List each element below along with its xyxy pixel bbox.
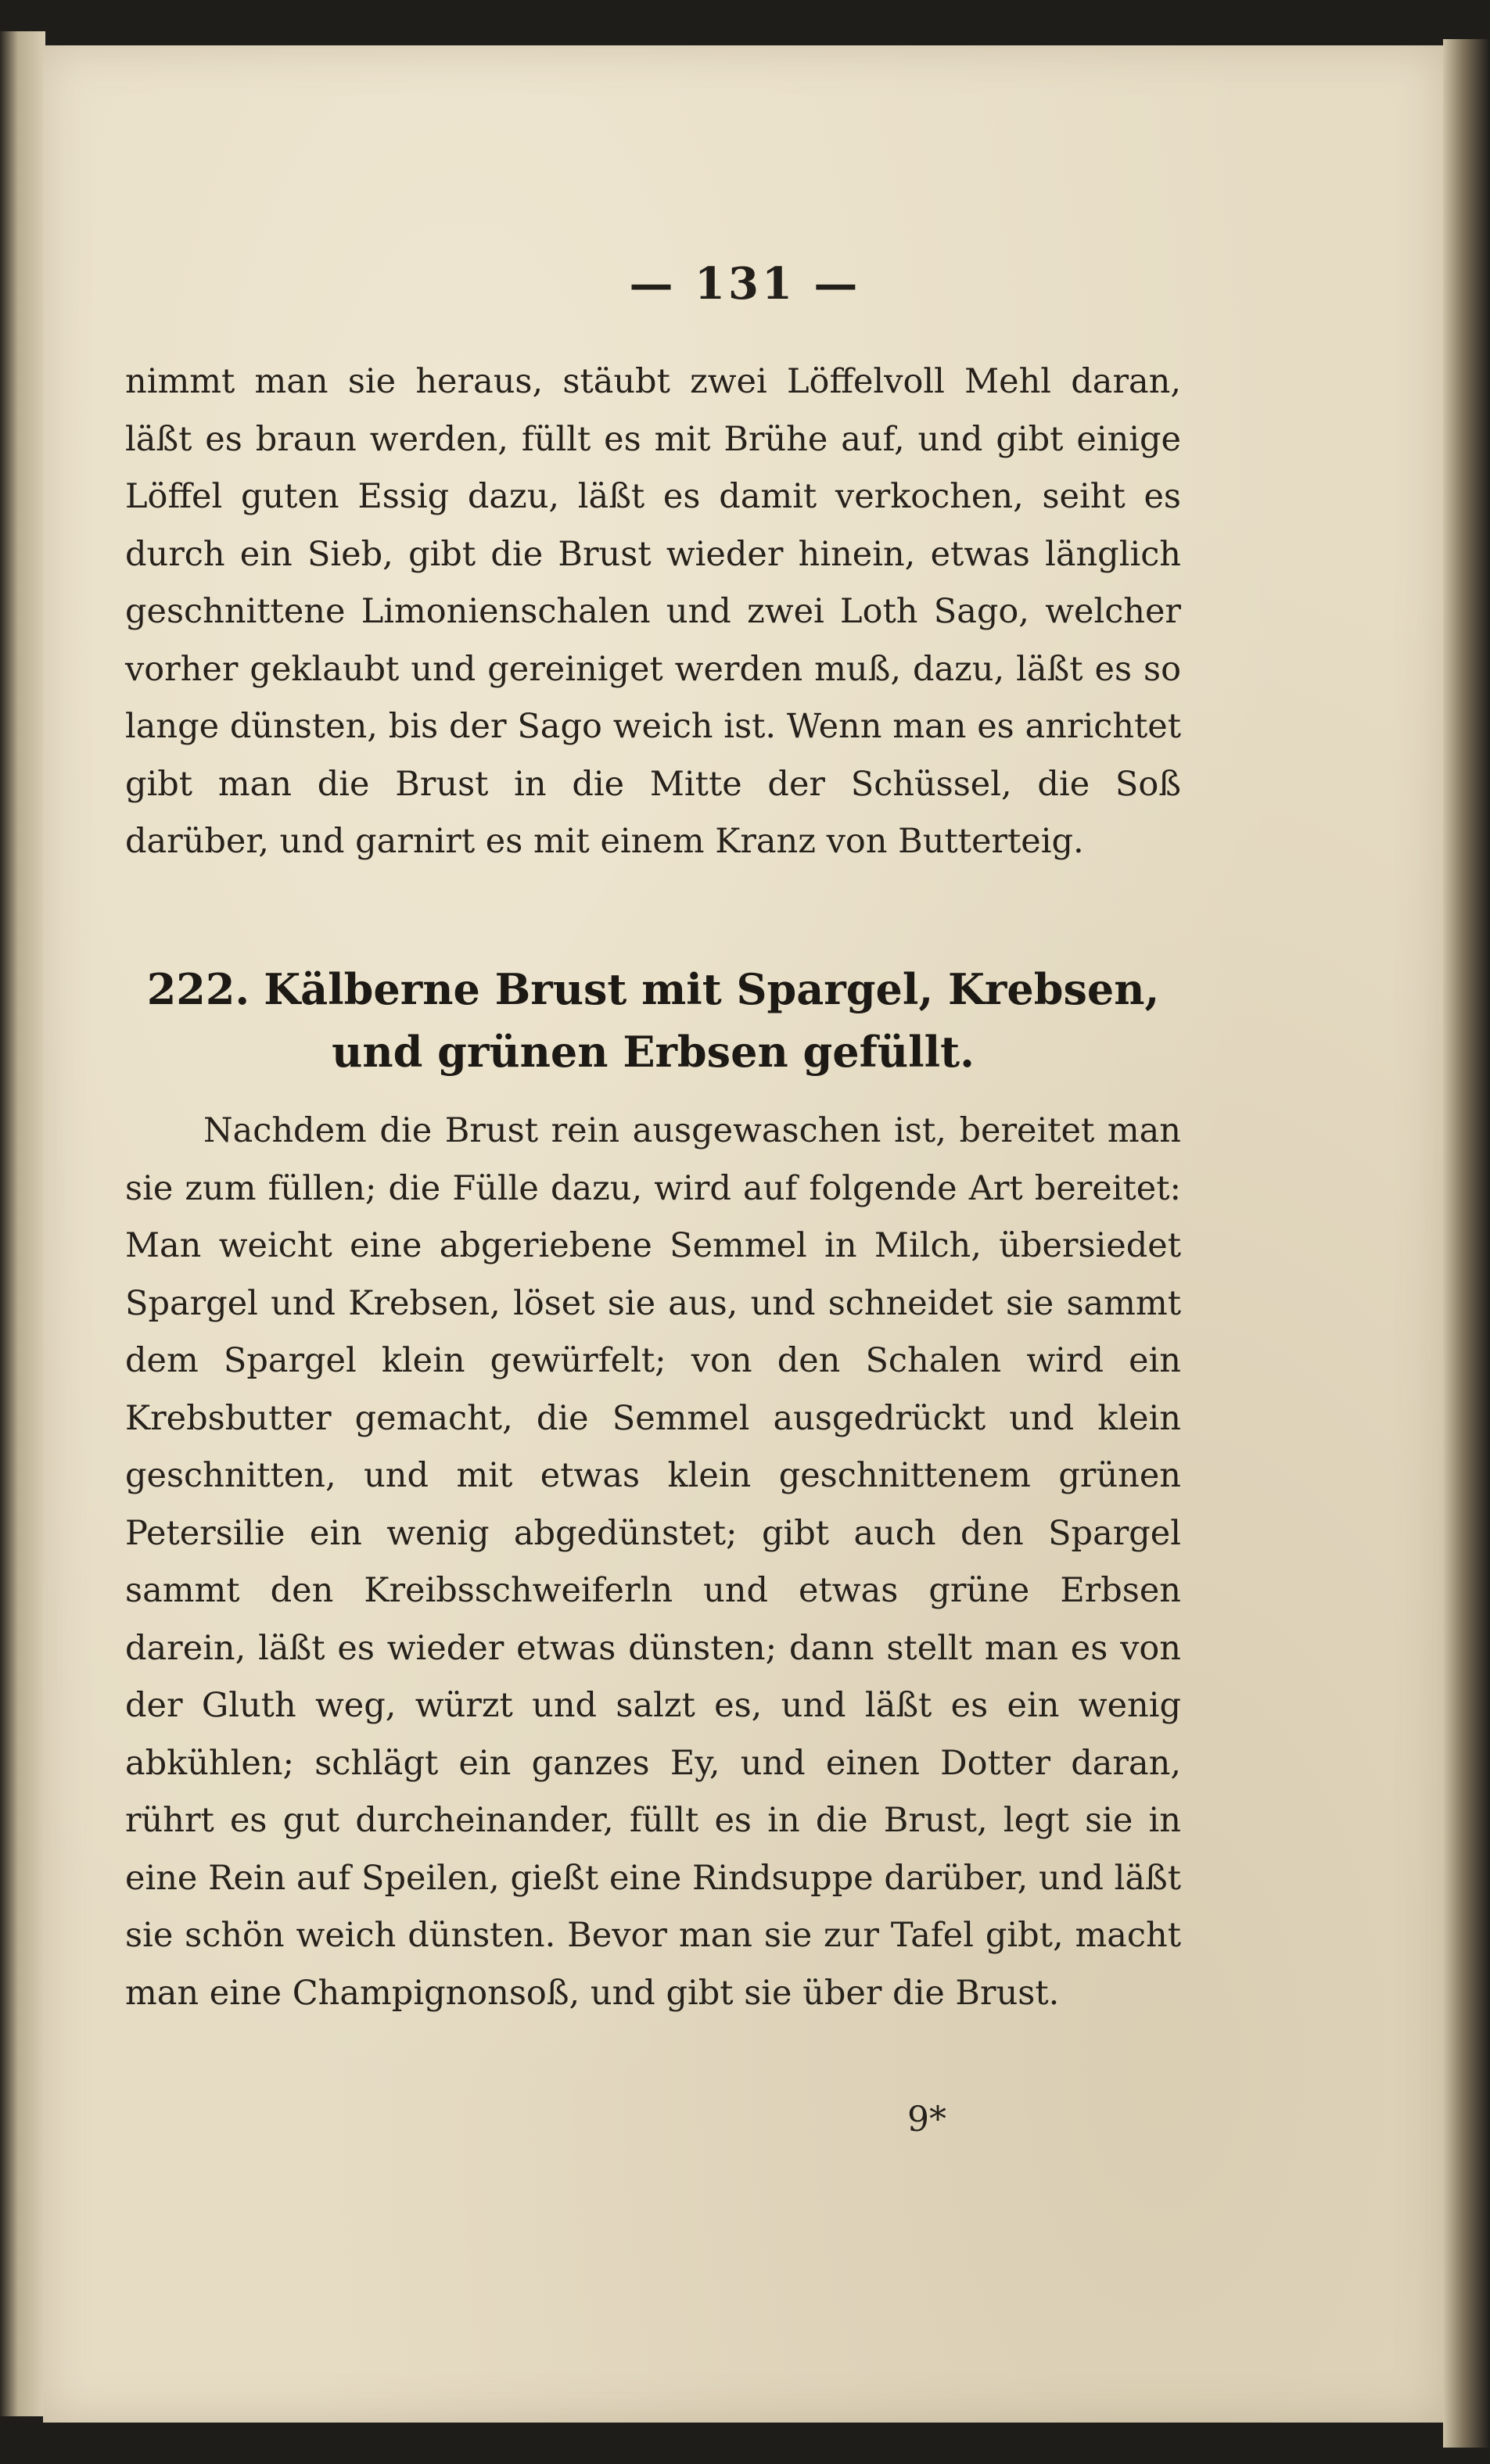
recipe-heading bbox=[125, 958, 1181, 1083]
right-page-edge bbox=[1443, 39, 1490, 2448]
recipe-number: 222. bbox=[146, 964, 250, 1014]
page-number: — 131 — bbox=[629, 258, 861, 310]
left-page-edge bbox=[0, 31, 45, 2416]
recipe-title: Kälberne Brust mit Spargel, Krebsen, und grünen Erbsen gefüllt. bbox=[264, 964, 1160, 1077]
signature-mark: 9* bbox=[907, 2100, 946, 2139]
paragraph-continued: nimmt man sie heraus, stäubt zwei Löffelvoll Mehl daran, läßt es braun werden, füllt es mit Brühe auf, und gibt einige Löffel guten Essig dazu, läßt es damit verkochen, seiht es durch ein Sieb, gibt die Brust wieder hinein, etwas länglich geschnittene Limonienschalen und zwei Loth Sago, welcher vorher geklaubt und gereiniget werden muß, dazu, läßt es so lange dünsten, bis der Sago weich ist. Wenn man es anrichtet gibt man die Brust in die Mitte der Schüssel, die Soß darüber, und garnirt es mit einem Kranz von Butterteig. bbox=[125, 362, 1181, 861]
recipe-paragraph: Nachdem die Brust rein ausgewaschen ist, bereitet man sie zum füllen; die Fülle dazu, wird auf folgende Art bereitet: Man weicht eine abgeriebene Semmel in Milch, übersiedet Spargel und Krebsen, löset sie aus, und schneidet sie sammt dem Spargel klein gewürfelt; von den Schalen wird ein Krebsbutter gemacht, die Semmel ausgedrückt und klein geschnitten, und mit etwas klein geschnittenem grünen Petersilie ein wenig abgedünstet; gibt auch den Spargel sammt den Kreibsschweiferln und etwas grüne Erbsen darein, läßt es wieder etwas dünsten; dann stellt man es von der Gluth weg, würzt und salzt es, und läßt es ein wenig abkühlen; schlägt ein ganzes Ey, und einen Dotter daran, rührt es gut durcheinander, füllt es in die Brust, legt sie in eine Rein auf Speilen, gießt eine Rindsuppe darüber, und läßt sie schön weich dünsten. Bevor man sie zur Tafel gibt, macht man eine Champignonsoß, und gibt sie über die Brust. bbox=[125, 1111, 1181, 2013]
